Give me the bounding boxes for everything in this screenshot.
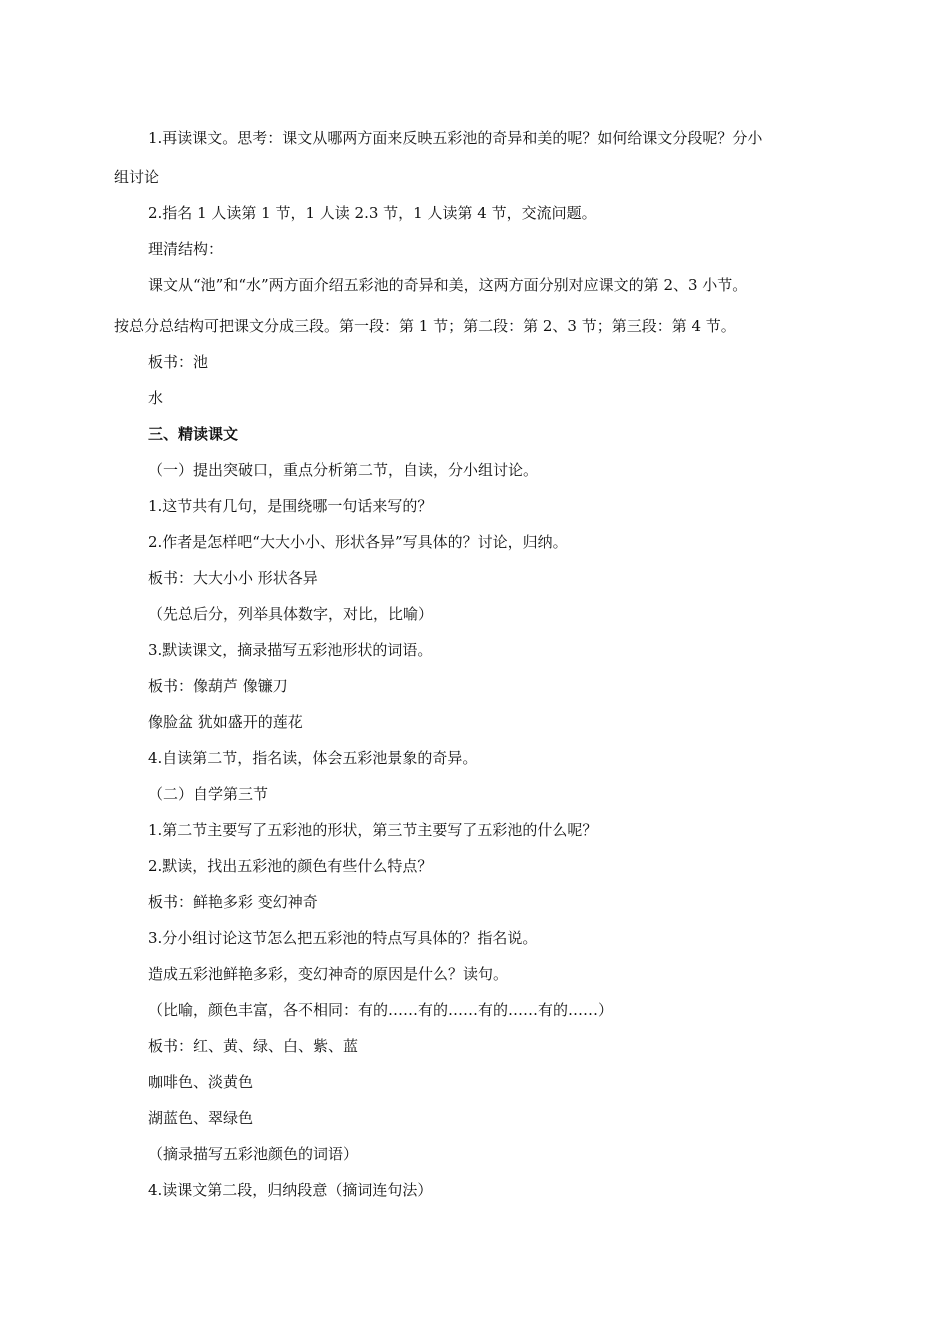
paragraph-line: 课文从“池”和“水”两方面介绍五彩池的奇异和美，这两方面分别对应课文的第 2、3 小节。 [148, 276, 748, 294]
paragraph-line: 1.第二节主要写了五彩池的形状，第三节主要写了五彩池的什么呢？ [148, 821, 598, 839]
paragraph-line: 板书：池 [148, 353, 209, 371]
section-heading: 三、精读课文 [148, 425, 239, 443]
paragraph-line: 板书：大大小小 形状各异 [148, 569, 318, 587]
paragraph-line: 3.分小组讨论这节怎么把五彩池的特点写具体的？指名说。 [148, 929, 538, 947]
paragraph-line: 1.再读课文。思考：课文从哪两方面来反映五彩池的奇异和美的呢？如何给课文分段呢？分小 [148, 129, 763, 147]
paragraph-line: 板书：像葫芦 像镰刀 [148, 677, 288, 695]
paragraph-line: 理清结构： [148, 240, 224, 258]
paragraph-line: 板书：鲜艳多彩 变幻神奇 [148, 893, 318, 911]
paragraph-line: 像脸盆 犹如盛开的莲花 [148, 713, 303, 731]
paragraph-line: 板书：红、黄、绿、白、紫、蓝 [148, 1037, 359, 1055]
paragraph-line: 咖啡色、淡黄色 [148, 1073, 254, 1091]
paragraph-line: （二）自学第三节 [148, 785, 269, 803]
paragraph-line: 4.读课文第二段，归纳段意（摘词连句法） [148, 1181, 433, 1199]
paragraph-line: （一）提出突破口，重点分析第二节，自读，分小组讨论。 [148, 461, 539, 479]
paragraph-line: 2.作者是怎样吧“大大小小、形状各异”写具体的？讨论，归纳。 [148, 533, 568, 551]
paragraph-line: 3.默读课文，摘录描写五彩池形状的词语。 [148, 641, 433, 659]
paragraph-line: 2.指名 1 人读第 1 节，1 人读 2.3 节，1 人读第 4 节，交流问题。 [148, 204, 597, 222]
paragraph-line: 造成五彩池鲜艳多彩，变幻神奇的原因是什么？读句。 [148, 965, 509, 983]
paragraph-line: 水 [148, 389, 164, 407]
paragraph-line: 4.自读第二节，指名读，体会五彩池景象的奇异。 [148, 749, 478, 767]
paragraph-line: 按总分总结构可把课文分成三段。第一段：第 1 节；第二段：第 2、3 节；第三段：第 4 节。 [114, 317, 736, 335]
paragraph-line: 2.默读，找出五彩池的颜色有些什么特点？ [148, 857, 433, 875]
paragraph-line: 湖蓝色、翠绿色 [148, 1109, 254, 1127]
paragraph-line: （先总后分，列举具体数字，对比，比喻） [148, 605, 434, 623]
paragraph-line: 1.这节共有几句，是围绕哪一句话来写的？ [148, 497, 433, 515]
paragraph-line: （比喻，颜色丰富，各不相同：有的……有的……有的……有的……） [148, 1001, 614, 1019]
paragraph-line: （摘录描写五彩池颜色的词语） [148, 1145, 359, 1163]
paragraph-line: 组讨论 [114, 168, 160, 186]
